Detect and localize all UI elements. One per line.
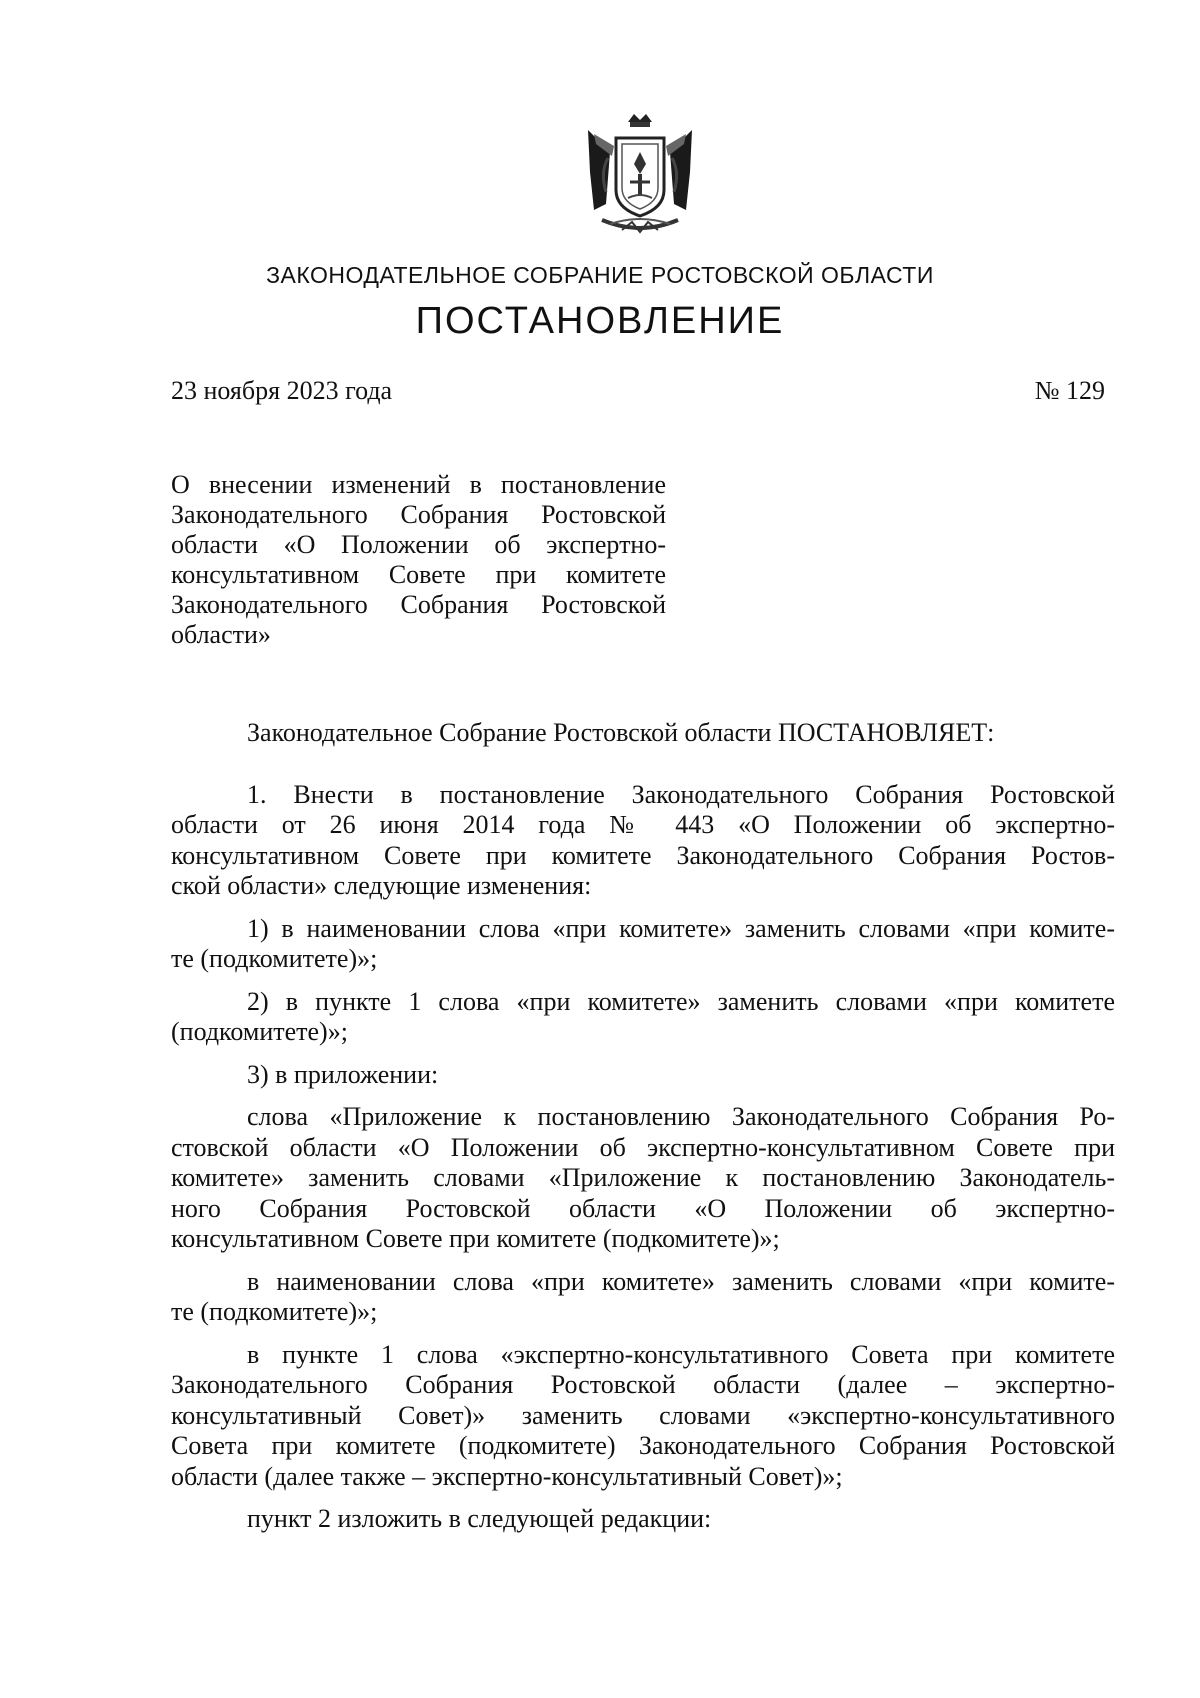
subject-line: области «О Положении об экспертно- xyxy=(171,530,666,559)
paragraph-2 xyxy=(171,914,1115,975)
subject-line: Законодательного Собрания Ростовской xyxy=(171,500,666,529)
paragraph-line: консультативный Совет)» заменить словами «экспертно-консультативного xyxy=(171,1400,1115,1430)
paragraph-5 xyxy=(171,1102,1115,1255)
paragraph-line: 3) в приложении: xyxy=(247,1059,439,1089)
paragraph-line: консультативном Совете при комитете (подкомитете)»; xyxy=(171,1224,780,1253)
paragraph-line: области от 26 июня 2014 года № 443 «О Положении об экспертно- xyxy=(171,810,1115,839)
paragraph-line: 1) в наименовании слова «при комитете» заменить словами «при комите- xyxy=(247,913,1115,943)
paragraph-line: те (подкомитете)»; xyxy=(171,1297,378,1326)
preamble xyxy=(171,718,1115,749)
paragraph-line: стовской области «О Положении об экспертно-консультативном Совете при xyxy=(171,1132,1115,1162)
document-subject xyxy=(171,470,666,650)
paragraph-line: Законодательного Собрания Ростовской области (далее – экспертно- xyxy=(171,1370,1115,1399)
paragraph-line: комитете» заменить словами «Приложение к постановлению Законодатель- xyxy=(171,1163,1115,1192)
organization-name: ЗАКОНОДАТЕЛЬНОЕ СОБРАНИЕ РОСТОВСКОЙ ОБЛАСТИ xyxy=(266,262,934,288)
document-number: № 129 xyxy=(1034,376,1105,405)
paragraph-line: (подкомитете)»; xyxy=(171,1017,348,1046)
preamble-text: Законодательное Собрание Ростовской области ПОСТАНОВЛЯЕТ: xyxy=(247,718,995,747)
document-body xyxy=(171,718,1115,1535)
subject-line: О внесении изменений в постановление xyxy=(171,470,666,499)
paragraph-1 xyxy=(171,780,1115,902)
paragraph-line: в пункте 1 слова «экспертно-консультативного Совета при комитете xyxy=(247,1339,1115,1369)
paragraph-line: те (подкомитете)»; xyxy=(171,944,378,973)
coat-of-arms-icon xyxy=(580,112,700,240)
document-date: 23 ноября 2023 года xyxy=(171,376,393,405)
paragraph-6 xyxy=(171,1267,1115,1328)
paragraph-line: пункт 2 изложить в следующей редакции: xyxy=(247,1504,712,1533)
subject-line: области» xyxy=(171,620,271,649)
paragraph-line: в наименовании слова «при комитете» заменить словами «при комите- xyxy=(247,1266,1115,1296)
paragraph-line: слова «Приложение к постановлению Законодательного Собрания Ро- xyxy=(247,1102,1115,1131)
paragraph-line: 1. Внести в постановление Законодательного Собрания Ростовской xyxy=(247,779,1115,809)
document-type-title: ПОСТАНОВЛЕНИЕ xyxy=(415,300,785,342)
subject-line: консультативном Совете при комитете xyxy=(171,560,666,589)
paragraph-line: 2) в пункте 1 слова «при комитете» заменить словами «при комитете xyxy=(247,986,1115,1016)
paragraph-4 xyxy=(171,1060,1115,1091)
subject-line: Законодательного Собрания Ростовской xyxy=(171,590,666,619)
paragraph-8 xyxy=(171,1504,1115,1535)
paragraph-line: ного Собрания Ростовской области «О Положении об экспертно- xyxy=(171,1193,1115,1223)
paragraph-7 xyxy=(171,1340,1115,1493)
paragraph-line: Совета при комитете (подкомитете) Законодательного Собрания Ростовской xyxy=(171,1431,1115,1460)
paragraph-3 xyxy=(171,987,1115,1048)
paragraph-line: области (далее также – экспертно-консультативный Совет)»; xyxy=(171,1461,843,1491)
paragraph-line: ской области» следующие изменения: xyxy=(171,871,592,900)
paragraph-line: консультативном Совете при комитете Законодательного Собрания Ростов- xyxy=(171,840,1115,870)
